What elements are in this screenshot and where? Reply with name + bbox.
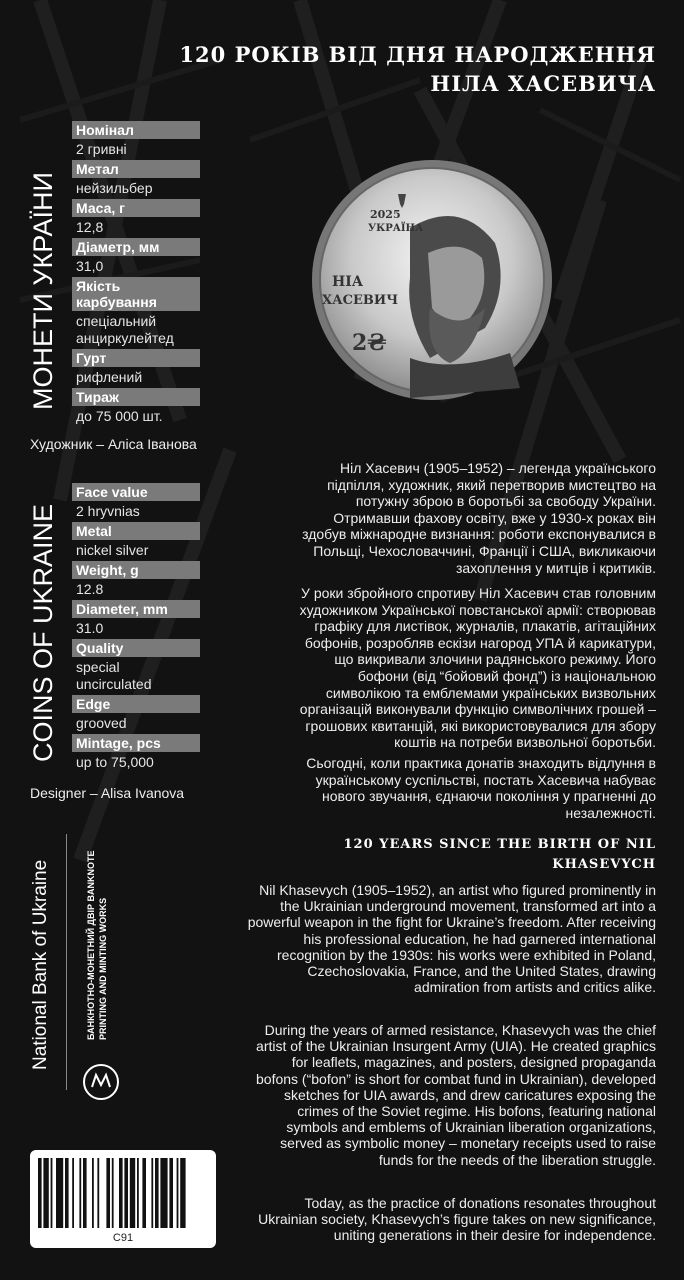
barcode-bar	[119, 1158, 123, 1228]
spec-value: 12,8	[76, 219, 104, 235]
barcode-bar	[83, 1158, 87, 1228]
spec-label: Mintage, pcs	[72, 734, 200, 752]
coin-country: УКРАЇНА	[368, 223, 424, 234]
barcode-number: C91	[112, 1232, 134, 1244]
series-label-ua: МОНЕТИ УКРАЇНИ	[28, 172, 58, 410]
description-en-p2: During the years of armed resistance, Khasevych was the chief artist of the Ukrainian Insurgent Army (UIA). He created graphics for leaflets, magazines, and posters, designed propaganda bofons (“bofon” is short for combat fund in Ukrainian), developed sketches for UIA awards, and drew caricatures exposing the crimes of the Soviet regime. His bofons, featuring national symbols and emblems of Ukrainian liberation organizations, served as symbolic money – monetary receipts used to raise funds for the needs of the liberation struggle.	[256, 1022, 656, 1168]
barcode-bar	[142, 1158, 146, 1228]
spec-value: нейзильбер	[76, 180, 153, 196]
spec-value: grooved	[76, 715, 127, 731]
barcode	[30, 1150, 216, 1248]
coin-denomination: 2₴	[352, 330, 387, 356]
spec-label: Edge	[72, 695, 200, 713]
barcode-bar	[180, 1158, 185, 1228]
spec-value: 2 hryvnias	[76, 503, 140, 519]
barcode-bar	[65, 1158, 69, 1228]
barcode-bar	[56, 1158, 63, 1228]
barcode-bar	[151, 1158, 153, 1228]
spec-label: Діаметр, мм	[72, 238, 200, 256]
spec-label: Гурт	[72, 349, 200, 367]
spec-value: спеціальний анциркулейтед	[76, 313, 174, 346]
coin-year: 2025	[370, 208, 401, 221]
spec-value: рифлений	[76, 369, 143, 385]
barcode-bar	[130, 1158, 135, 1228]
mint-label: БАНКНОТНО-МОНЕТНИЙ ДВІР BANKNOTE PRINTING AND MINTING WORKS	[86, 850, 108, 1040]
spec-value: 12.8	[76, 581, 104, 597]
spec-value: up to 75,000	[76, 754, 154, 770]
spec-value: до 75 000 шт.	[76, 408, 163, 424]
barcode-bar	[97, 1158, 99, 1228]
coin-image	[310, 158, 554, 402]
spec-value: special uncirculated	[76, 659, 152, 692]
barcode-bar	[112, 1158, 114, 1228]
coin-name-2: ХАСЕВИЧ	[322, 293, 399, 308]
barcode-bar	[137, 1158, 139, 1228]
coin-name-1: НІА	[332, 274, 364, 290]
description-ua-p2: У роки збройного спротиву Ніл Хасевич став головним художником Української повстанської армії: створював графіку для листівок, журналів, плакатів, агітаційних бофонів, розробляв ескізи нагород УПА й карикатури, що викривали злочини радянського режиму. Його бофони (від “бойовий фонд”) із національною символікою та емблемами українських визвольних організацій виконували функцію символічних грошей – грошових квитанцій, які використовувалися для збору коштів на потреби визвольної боротьби.	[299, 585, 656, 751]
barcode-bar	[43, 1158, 48, 1228]
barcode-bar	[169, 1158, 173, 1228]
spec-value: 2 гривні	[76, 141, 127, 157]
divider	[66, 834, 67, 1090]
spec-value: 31,0	[76, 258, 104, 274]
barcode-bar	[72, 1158, 74, 1228]
spec-label: Номінал	[72, 121, 200, 139]
description-en-p1: Nil Khasevych (1905–1952), an artist who figured prominently in the Ukrainian underground movement, transformed art into a powerful weapon in the fight for Ukraine’s freedom. After receiving his professional education, he had garnered international recognition by the 1930s: his works were exhibited in Poland, Czechoslovakia, France, and the United States, drawing admiration from artists and critics alike.	[247, 882, 656, 996]
specs-en	[72, 483, 200, 773]
barcode-bar	[92, 1158, 94, 1228]
barcode-bar	[177, 1158, 179, 1228]
spec-label: Тираж	[72, 388, 200, 406]
spec-label: Metal	[72, 522, 200, 540]
title-ua: 120 РОКІВ ВІД ДНЯ НАРОДЖЕННЯ НІЛА ХАСЕВИЧА	[179, 42, 656, 96]
spec-label: Quality	[72, 639, 200, 657]
designer-en: Designer – Alisa Ivanova	[30, 785, 185, 801]
designer-ua: Художник – Аліса Іванова	[30, 436, 197, 452]
specs-ua	[72, 121, 200, 427]
spec-value: 31.0	[76, 620, 104, 636]
series-label-en: COINS OF UKRAINE	[28, 503, 58, 762]
barcode-bar	[155, 1158, 159, 1228]
barcode-bar	[38, 1158, 42, 1228]
spec-label: Diameter, mm	[72, 600, 200, 618]
spec-label: Маса, г	[72, 199, 200, 217]
barcode-bar	[106, 1158, 110, 1228]
spec-label: Face value	[72, 483, 200, 501]
description-ua-p1: Ніл Хасевич (1905–1952) – легенда українського підпілля, художник, який перетворив мистецтво на потужну зброю в боротьбі за свободу України. Отримавши фахову освіту, вже у 1930-х роках він здобув міжнародне визнання: роботи експонувалися в Польщі, Чехословаччині, Франції і США, викликаючи захоплення у митців і критиків.	[302, 460, 656, 576]
barcode-bar	[51, 1158, 53, 1228]
spec-value: nickel silver	[76, 542, 149, 558]
description-ua-p3: Сьогодні, коли практика донатів знаходить відлуння в українському суспільстві, постать Хасевича набуває нового звучання, єднаючи покоління у прагненні до незалежності.	[306, 755, 656, 821]
title-en: 120 YEARS SINCE THE BIRTH OF NIL KHASEVYCH	[343, 837, 656, 872]
spec-label: Якість карбування	[72, 277, 200, 311]
barcode-bars-icon	[38, 1158, 208, 1228]
mint-logo-icon	[82, 1063, 120, 1101]
spec-label: Метал	[72, 160, 200, 178]
description-en-p3: Today, as the practice of donations resonates throughout Ukrainian society, Khasevych’s figure takes on new significance, uniting generations in their desire for independence.	[258, 1195, 656, 1244]
issuer-label: National Bank of Ukraine	[30, 859, 51, 1070]
barcode-bar	[79, 1158, 81, 1228]
spec-label: Weight, g	[72, 561, 200, 579]
barcode-bar	[124, 1158, 128, 1228]
barcode-bar	[160, 1158, 167, 1228]
